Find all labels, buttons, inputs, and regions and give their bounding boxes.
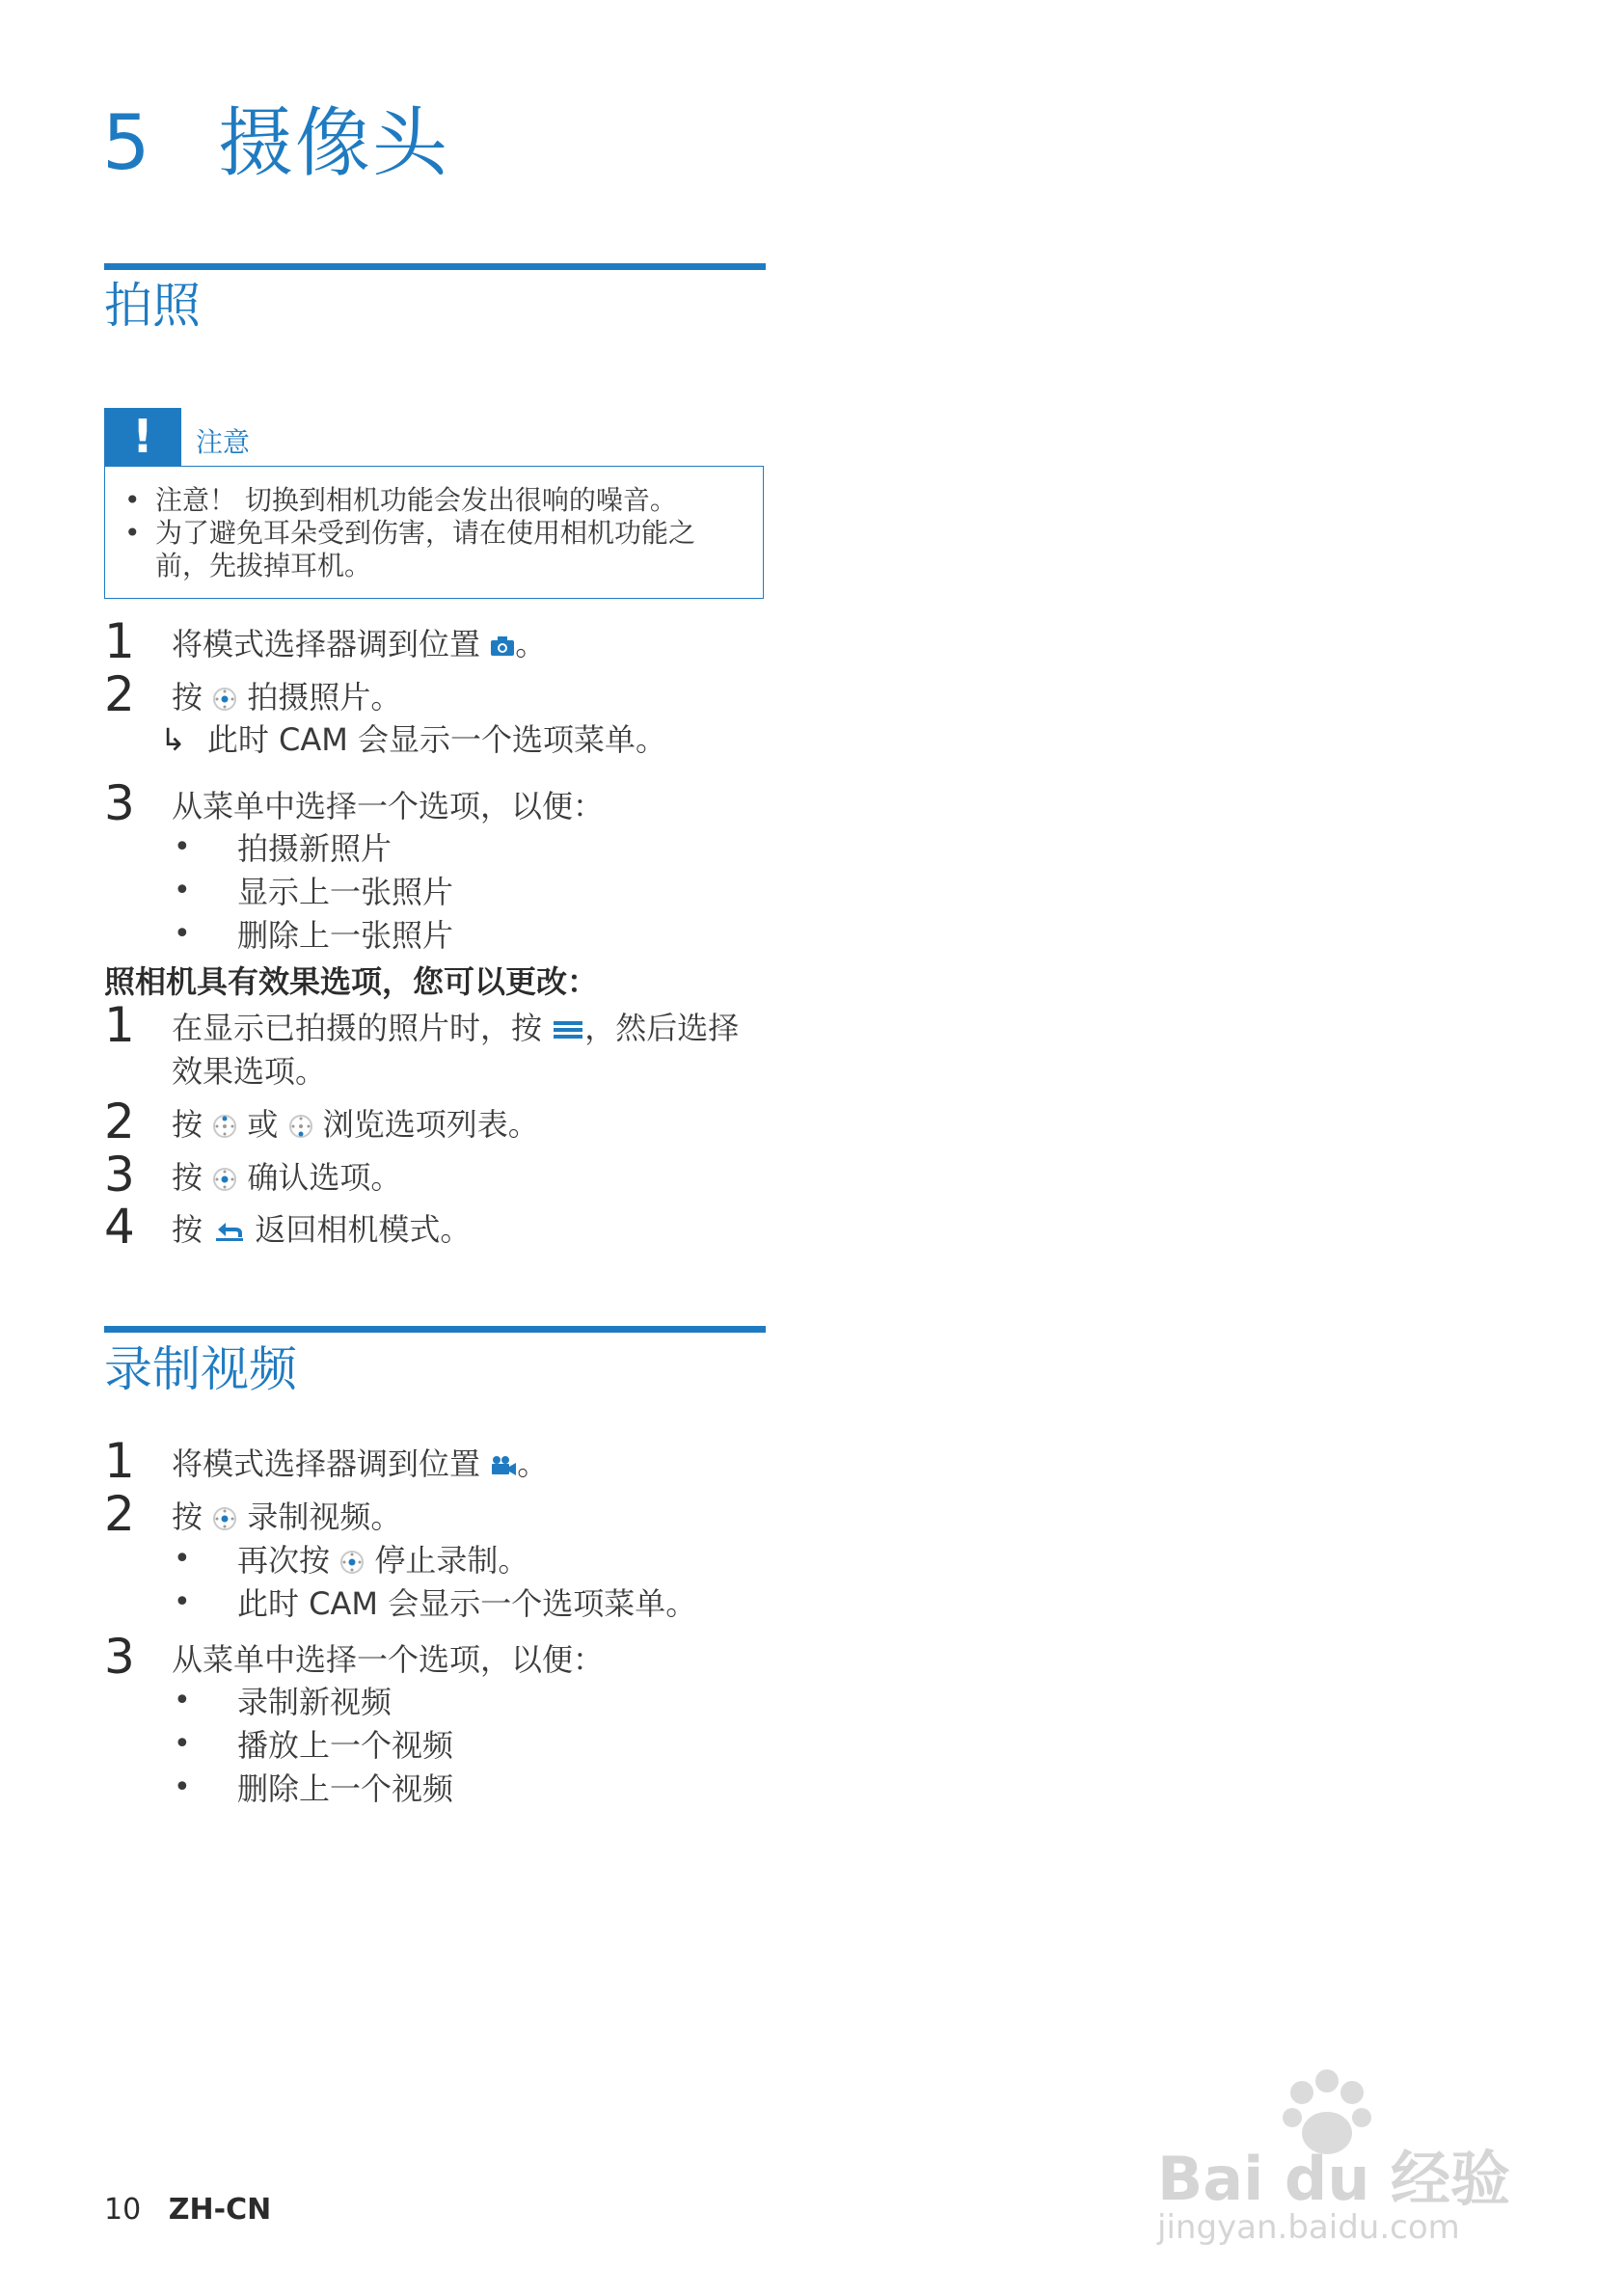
option-item: 拍摄新照片 [237, 830, 392, 867]
notice-header [104, 408, 766, 466]
step-number: 1 [104, 997, 135, 1053]
bullet: • [174, 874, 191, 907]
result-line: ↳ 此时 CAM 会显示一个选项菜单。 [160, 721, 667, 758]
step-number: 2 [104, 666, 135, 722]
step-number: 3 [104, 775, 135, 831]
notice-box [104, 466, 764, 599]
sub-item: 此时 CAM 会显示一个选项菜单。 [237, 1585, 697, 1622]
step-text: 将模式选择器调到位置 。 [172, 626, 547, 662]
bullet: • [174, 1770, 191, 1804]
baidu-watermark [1157, 2054, 1562, 2247]
camera-icon [490, 635, 515, 657]
step-text: 按 返回相机模式。 [172, 1211, 472, 1248]
bullet: • [174, 1684, 191, 1717]
step-number: 3 [104, 1629, 135, 1685]
watermark-brand: Bai du 经验 [1157, 2144, 1511, 2214]
chapter-title: 摄像头 [218, 100, 450, 187]
effects-intro: 照相机具有效果选项，您可以更改： [104, 963, 599, 1000]
menu-icon [552, 1018, 584, 1041]
language-code: ZH-CN [168, 2193, 272, 2227]
notice-item: • 注意！ 切换到相机功能会发出很响的噪音。 [124, 484, 744, 517]
step-number: 4 [104, 1199, 135, 1255]
result-arrow-icon: ↳ [160, 721, 186, 758]
step-number: 3 [104, 1147, 135, 1202]
section-rule-video [104, 1326, 766, 1333]
bullet: • [174, 1727, 191, 1761]
step-text: 按 录制视频。 [172, 1499, 402, 1535]
step-text: 将模式选择器调到位置 。 [172, 1445, 549, 1482]
notice-item-continued: 前，先拔掉耳机。 [155, 550, 372, 581]
step-text: 按 拍摄照片。 [172, 679, 402, 716]
bullet: • [174, 830, 191, 864]
watermark-url: jingyan.baidu.com [1157, 2208, 1460, 2247]
nav-up-icon [212, 1114, 237, 1139]
step-text: 从菜单中选择一个选项，以便： [172, 788, 605, 824]
nav-center-icon [212, 687, 237, 712]
section-rule-photo [104, 263, 766, 270]
option-item: 删除上一个视频 [237, 1770, 454, 1807]
notice-label: 注意 [196, 426, 251, 458]
step-number: 2 [104, 1094, 135, 1149]
back-icon [212, 1220, 245, 1243]
notice-item: • 为了避免耳朵受到伤害，请在使用相机功能之 [124, 517, 744, 550]
section-title-video: 录制视频 [104, 1341, 297, 1397]
step-text-continued: 效果选项。 [172, 1053, 327, 1090]
warning-icon: ! [104, 408, 181, 466]
step-text: 在显示已拍摄的照片时，按 ，然后选择 [172, 1010, 740, 1046]
step-text: 从菜单中选择一个选项，以便： [172, 1641, 605, 1678]
nav-center-icon [212, 1506, 237, 1531]
bullet: • [174, 1542, 191, 1576]
step-number: 2 [104, 1486, 135, 1542]
bullet: • [174, 917, 191, 951]
option-item: 删除上一张照片 [237, 917, 454, 954]
section-title-photo: 拍照 [104, 278, 201, 334]
chapter-number: 5 [102, 100, 150, 187]
option-item: 播放上一个视频 [237, 1727, 454, 1764]
nav-center-icon [212, 1167, 237, 1192]
video-camera-icon [490, 1455, 517, 1476]
step-number: 1 [104, 613, 135, 669]
nav-down-icon [288, 1114, 313, 1139]
nav-center-icon [339, 1550, 365, 1575]
step-text: 按 确认选项。 [172, 1159, 402, 1196]
option-item: 显示上一张照片 [237, 874, 454, 910]
step-text: 按 或 浏览选项列表。 [172, 1106, 539, 1143]
bullet: • [174, 1585, 191, 1619]
sub-item: 再次按 停止录制。 [237, 1542, 529, 1579]
option-item: 录制新视频 [237, 1684, 392, 1720]
page-footer [104, 2193, 271, 2227]
step-number: 1 [104, 1433, 135, 1489]
page-number: 10 [104, 2193, 142, 2227]
